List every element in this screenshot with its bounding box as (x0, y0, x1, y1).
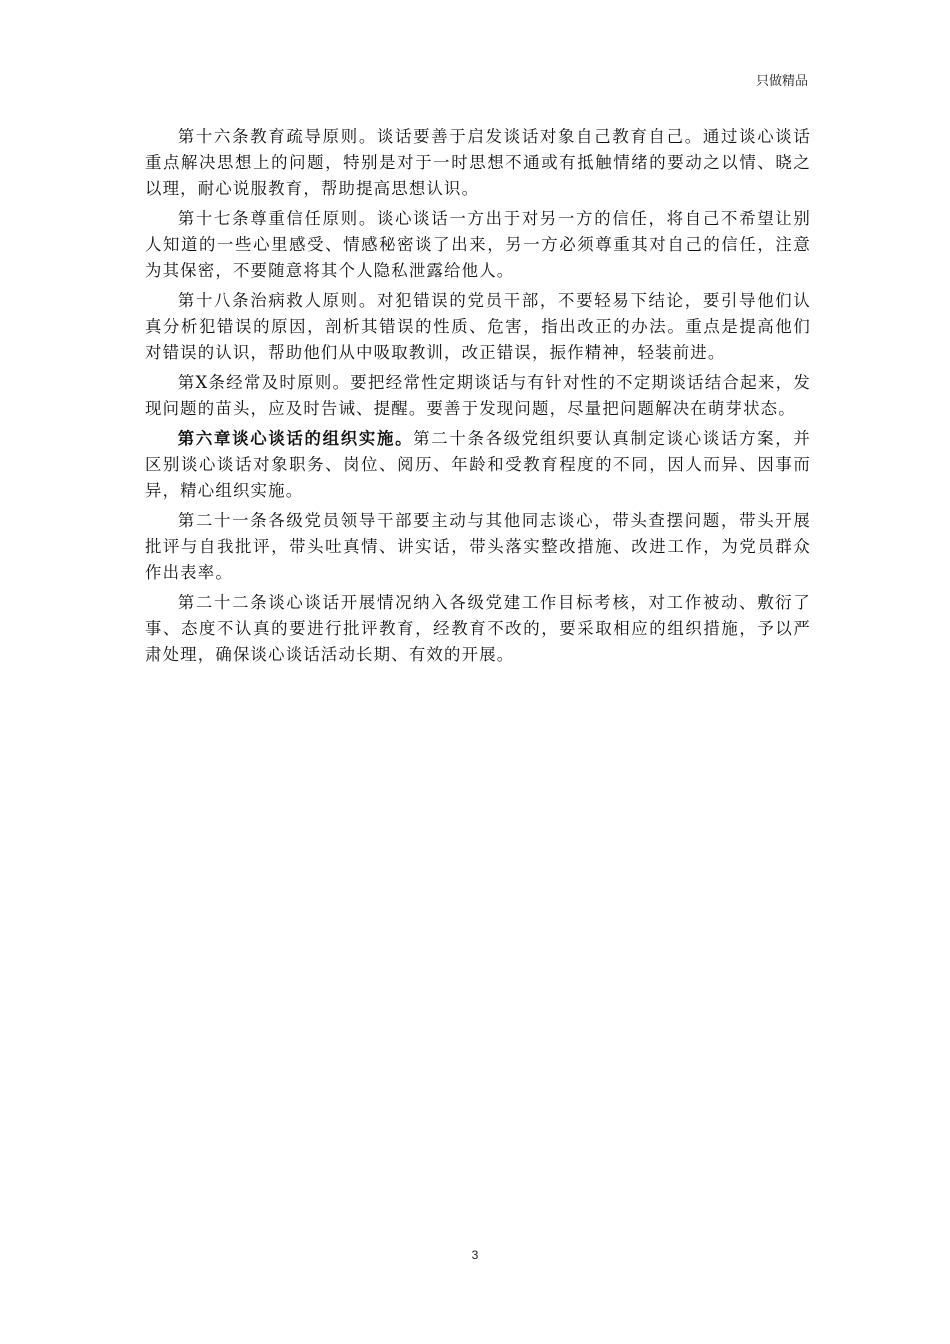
page-number: 3 (471, 1248, 479, 1262)
paragraph-article-22 (145, 590, 811, 668)
document-body (145, 124, 811, 672)
paragraph-article-x (145, 370, 811, 422)
paragraph-article-17 (145, 206, 811, 284)
paragraph-article-16 (145, 124, 811, 202)
paragraph-text: 第十七条尊重信任原则。谈心谈话一方出于对另一方的信任，将自己不希望让别人知道的一些心里感受、情感秘密谈了出来，另一方必须尊重其对自己的信任，注意为其保密，不要随意将其个人隐私泄露给他人。 (145, 209, 811, 280)
paragraph-chapter-6 (145, 426, 811, 504)
page-header: 只做精品 (755, 74, 808, 89)
paragraph-text: 第二十一条各级党员领导干部要主动与其他同志谈心，带头查摆问题，带头开展批评与自我批评，带头吐真情、讲实话，带头落实整改措施、改进工作，为党员群众作出表率。 (145, 511, 811, 582)
paragraph-article-18 (145, 288, 811, 366)
paragraph-text: 第十八条治病救人原则。对犯错误的党员干部，不要轻易下结论，要引导他们认真分析犯错误的原因，剖析其错误的性质、危害，指出改正的办法。重点是提高他们对错误的认识，帮助他们从中吸取教训，改正错误，振作精神，轻装前进。 (145, 291, 811, 362)
chapter-heading: 第六章谈心谈话的组织实施。 (177, 429, 414, 448)
paragraph-text: 第X条经常及时原则。要把经常性定期谈话与有针对性的不定期谈话结合起来，发现问题的苗头，应及时告诫、提醒。要善于发现问题，尽量把问题解决在萌芽状态。 (145, 373, 811, 418)
paragraph-text: 第二十二条谈心谈话开展情况纳入各级党建工作目标考核，对工作被动、敷衍了事、态度不认真的要进行批评教育，经教育不改的，要采取相应的组织措施，予以严肃处理，确保谈心谈话活动长期、有效的开展。 (145, 593, 811, 664)
paragraph-text: 第十六条教育疏导原则。谈话要善于启发谈话对象自己教育自己。通过谈心谈话重点解决思想上的问题，特别是对于一时思想不通或有抵触情绪的要动之以情、晓之以理，耐心说服教育，帮助提高思想认识。 (145, 127, 811, 198)
paragraph-text: 第二十条各级党组织要认真制定谈心谈话方案，并区别谈心谈话对象职务、岗位、阅历、年龄和受教育程度的不同，因人而异、因事而异，精心组织实施。 (145, 429, 811, 500)
paragraph-article-21 (145, 508, 811, 586)
